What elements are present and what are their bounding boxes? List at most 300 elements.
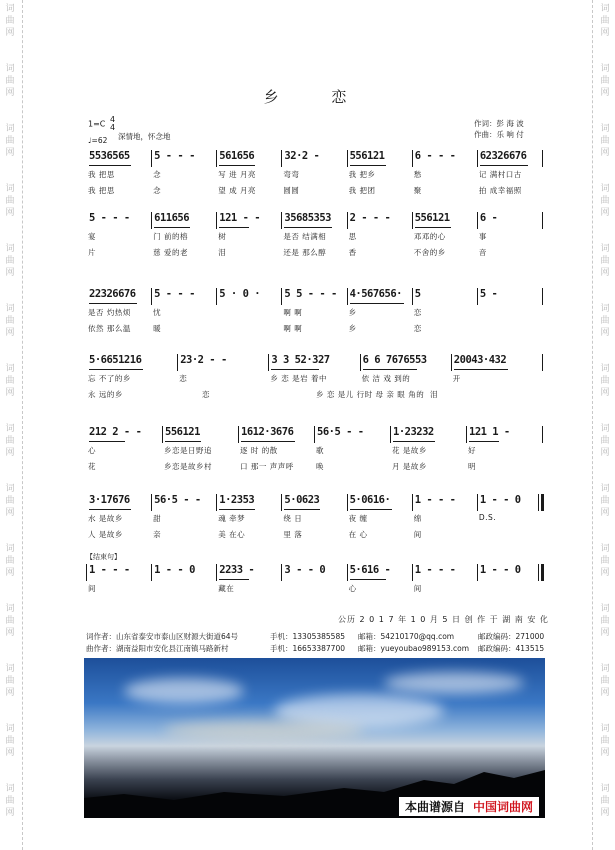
watermark-char: 网 [600,268,610,278]
score-system [86,288,542,338]
lyric-word: 在 心 [348,530,368,539]
beam-line [241,441,295,442]
measure-notes: 212 2 - - [89,426,142,438]
lyric-word: 藏在 [218,584,235,593]
barline [281,564,282,581]
barline [412,564,413,581]
lyric-word: 是否 结满相 [283,232,327,241]
barline [216,288,217,305]
lyric-word: 忘 不了的乡 [88,374,131,383]
lyric-word: 念 [153,170,162,179]
watermark-char: 曲 [600,16,610,26]
lyric-word: 亲 [153,530,162,539]
lyric-word: 乡 恋 是岩 着中 [270,374,328,383]
key-label: 1=C [88,119,106,129]
lyric-word: 美 在心 [218,530,246,539]
watermark-char: 词 [5,184,15,194]
watermark-char: 网 [5,508,15,518]
lyric-word: 乡 恋 是儿 行时 母 亲 眼 角的 [316,390,425,399]
measure-notes: 121 - - [219,212,261,224]
barline [347,564,348,581]
score-system [86,494,542,544]
lyric-word: 恋 [413,324,422,333]
lyric-word: 愁 [413,170,422,179]
lyric-word: D.S. [478,513,497,522]
notation-line [86,288,542,306]
watermark-char: 网 [5,268,15,278]
watermark-char: 词 [5,424,15,434]
lyric-word: 写 进 月亮 [218,170,257,179]
beam-line [363,369,417,370]
lyric-word: 月 是故乡 [392,462,427,471]
beam-line [284,509,320,510]
watermark-char: 词 [5,544,15,554]
watermark-char: 网 [600,628,610,638]
beam-line [284,227,332,228]
measure-notes: 1 - - 0 [479,494,521,506]
lyricist-credit: 作词：彭 海 波 [474,119,524,128]
lyric-word: 恋 [202,390,210,399]
watermark-char: 词 [600,4,610,14]
barline [390,426,391,443]
watermark-char: 曲 [600,136,610,146]
measure-notes: 556121 [165,426,200,438]
watermark-char: 网 [5,208,15,218]
measure-notes: 6 - - - [414,150,456,162]
notation-line [86,426,542,444]
notation-line [86,150,542,168]
watermark-char: 网 [5,628,15,638]
watermark-char: 曲 [600,616,610,626]
watermark-char: 网 [600,688,610,698]
watermark-char: 词 [600,364,610,374]
measure-notes: 3·17676 [89,494,130,506]
measure-notes: 5·6651216 [89,354,142,366]
lyric-word: 圆圆 [283,186,300,195]
barline [347,150,348,167]
lyric-word: 心 [88,446,96,455]
barline [347,212,348,229]
lyric-word: 我 把团 [348,186,376,195]
watermark-char: 网 [600,28,610,38]
watermark-char: 词 [5,64,15,74]
notation-line [86,564,542,582]
watermark-char: 词 [600,484,610,494]
lyric-word: 邓邓的心 [413,232,446,241]
lyric-word: 树 [218,232,227,241]
measure-notes: 561656 [219,150,255,162]
barline [451,354,452,371]
barline [347,494,348,511]
lyric-word: 歌 [316,446,324,455]
beam-line [454,369,508,370]
measure-notes: 56·5 - - [317,426,364,438]
landscape-photo [84,658,545,818]
watermark-char: 曲 [600,436,610,446]
beam-line [393,441,435,442]
watermark-char: 网 [600,748,610,758]
measure-notes: 611656 [154,212,190,224]
lyric-word: 望 成 月亮 [218,186,257,195]
lyric-word: 宴 [88,232,96,241]
beam-line [219,509,255,510]
watermark-char: 曲 [600,196,610,206]
measure-notes: 5 5 - - - [284,288,337,300]
measure-notes: 5 [414,288,421,300]
notation-line [86,354,542,372]
beam-line [469,441,499,442]
lyric-word: 聚 [413,186,422,195]
lyric-word: 人 是故乡 [88,530,123,539]
measure-notes: 556121 [414,212,450,224]
barline [216,494,217,511]
watermark-char: 词 [600,664,610,674]
watermark-char: 网 [5,568,15,578]
barline [268,354,269,371]
lyric-word: 事 [478,232,487,241]
lyric-word: 依然 那么温 [88,324,131,333]
beam-line [480,165,528,166]
watermark-char: 词 [5,304,15,314]
measure-notes: 5·0616· [349,494,391,506]
watermark-char: 词 [5,4,15,14]
barline [542,354,543,371]
composer-credit: 作曲：乐 响 付 [474,130,524,139]
barline [281,212,282,229]
final-barline [538,564,544,581]
measure-notes: 35685353 [284,212,331,224]
measure-notes: 5·616 - [349,564,391,576]
watermark-char: 曲 [600,376,610,386]
measure-notes: 5·0623 [284,494,320,506]
lyric-word: 弯弯 [283,170,300,179]
lyric-word: 我 把思 [88,186,115,195]
barline [538,494,544,511]
lyric-word: 乡 [348,324,357,333]
watermark-char: 曲 [600,796,610,806]
watermark-char: 词 [5,124,15,134]
watermark-char: 网 [600,448,610,458]
watermark-char: 网 [5,688,15,698]
lyricist-address: 词作者：山东省泰安市泰山区财源大街道64号 [86,632,239,641]
lyric-word: 开 [452,374,461,383]
measure-notes: 6 6 7676553 [362,354,427,366]
lyric-word: 我 把思 [88,170,115,179]
lyric-word: 花 是故乡 [392,446,427,455]
barline [151,564,152,581]
lyric-word: 思 [348,232,357,241]
barline [151,150,152,167]
beam-line [165,441,201,442]
lyric-word: 夜 缠 [348,514,368,523]
lyric-word: 记 满村口古 [478,170,522,179]
beam-line [219,579,249,580]
watermark-char: 词 [600,64,610,74]
watermark-char: 曲 [5,76,15,86]
barline [477,150,478,167]
barline [477,212,478,229]
watermark-char: 网 [600,508,610,518]
watermark-char: 曲 [600,736,610,746]
measure-notes: 22326676 [89,288,136,300]
watermark-char: 网 [5,28,15,38]
watermark-char: 词 [600,124,610,134]
watermark-char: 曲 [600,76,610,86]
measure-notes: 20043·432 [453,354,507,366]
tempo-marking: ♩=62 [88,136,108,145]
measure-notes: 32·2 - [284,150,320,162]
barline [151,494,152,511]
watermark-char: 网 [600,148,610,158]
watermark-char: 网 [600,808,610,818]
time-signature-top: 4 [109,115,116,124]
lyric-word: 不舍的乡 [413,248,446,257]
measure-notes: 2 - - - [349,212,391,224]
watermark-char: 网 [5,88,15,98]
measure-notes: 6 - [479,212,498,224]
watermark-char: 曲 [5,436,15,446]
score-system [86,150,542,200]
watermark-char: 词 [600,544,610,554]
beam-line [415,227,451,228]
lyric-word: 片 [88,248,96,257]
barline [216,212,217,229]
measure-notes: 5 · 0 · [219,288,261,300]
watermark-char: 网 [5,748,15,758]
page-title: 乡 恋 [263,88,371,106]
barline [162,426,163,443]
beam-line [89,369,143,370]
beam-line [350,165,386,166]
barline [177,354,178,371]
lyric-word: 心 [348,584,357,593]
lyric-word: 明 [468,462,476,471]
watermark-char: 曲 [5,136,15,146]
lyric-word: 拍 成幸福照 [478,186,522,195]
lyricist-postcode: 邮政编码：271000 [478,632,545,641]
lyric-word: 逐 时 的散 [240,446,278,455]
barline [238,426,239,443]
watermark-char: 网 [600,388,610,398]
composer-postcode: 邮政编码：413515 [478,644,545,653]
barline [412,212,413,229]
watermark-char: 曲 [600,256,610,266]
lyric-word: 水 是故乡 [88,514,123,523]
notation-line [86,494,542,512]
beam-line [89,441,125,442]
composer-phone: 手机：16653387700 [270,644,345,653]
watermark-char: 词 [5,724,15,734]
score-system [86,212,542,262]
barline [347,288,348,305]
measure-notes: 2233 - [219,564,255,576]
measure-notes: 1·23232 [393,426,434,438]
barline [542,288,543,305]
measure-notes: 1 - - 0 [154,564,195,576]
watermark-char: 词 [5,364,15,374]
lyric-word: 啊 啊 [283,324,303,333]
watermark-char: 词 [5,244,15,254]
beam-line [350,509,392,510]
lyric-word: 是否 灼热烦 [88,308,131,317]
barline [412,494,413,511]
beam-line [350,303,404,304]
beam-line [219,227,249,228]
watermark-char: 网 [5,328,15,338]
composer-address: 曲作者：湖南益阳市安化县江南镇马路新村 [86,644,229,653]
beam-line [89,509,131,510]
beam-line [350,579,386,580]
barline [477,288,478,305]
watermark-char: 曲 [600,676,610,686]
watermark-char: 曲 [5,256,15,266]
watermark-char: 词 [600,244,610,254]
watermark-char: 词 [600,604,610,614]
site-name-link[interactable]: 中国词曲网 [472,800,533,814]
measure-notes: 5 - - - [154,150,195,162]
watermark-char: 曲 [5,796,15,806]
lyric-word: 甜 [153,514,162,523]
lyric-word: 念 [153,186,162,195]
lyric-word: 门 前的榕 [153,232,189,241]
watermark-char: 网 [5,448,15,458]
measure-notes: 5 - - - [154,288,195,300]
lyric-word: 绕 日 [283,514,303,523]
watermark-char: 网 [5,148,15,158]
lyric-word: 乡恋是日野追 [164,446,212,455]
source-banner [399,797,539,816]
watermark-char: 词 [600,724,610,734]
creation-date: 公历 2 0 1 7 年 1 0 月 5 日 创 作 于 湖 南 安 化 [338,615,549,624]
coda-label: 【结束句】 [86,553,121,561]
measure-notes: 62326676 [479,150,527,162]
barline [466,426,467,443]
barline [542,212,543,229]
lyric-word: 口 那一 声声呼 [240,462,294,471]
measure-notes: 556121 [349,150,385,162]
watermark-char: 词 [600,784,610,794]
lyric-word: 间 [413,584,422,593]
watermark-char: 曲 [5,616,15,626]
lyricist-email: 邮箱：54210170@qq.com [358,632,455,641]
measure-notes: 56·5 - - [154,494,201,506]
beam-line [154,227,190,228]
barline [314,426,315,443]
barline [477,494,478,511]
beam-line [271,369,319,370]
watermark-char: 曲 [600,496,610,506]
time-signature-bottom: 4 [109,123,116,132]
watermark-char: 词 [5,484,15,494]
watermark-char: 曲 [5,736,15,746]
lyric-word: 恋 [413,308,422,317]
watermark-char: 曲 [5,556,15,566]
lyric-word: 花 [88,462,96,471]
watermark-char: 曲 [600,316,610,326]
beam-line [89,165,131,166]
score-system [86,354,542,404]
measure-notes: 5 - [479,288,498,300]
watermark-char: 网 [600,328,610,338]
barline [542,426,543,443]
watermark-char: 曲 [5,376,15,386]
watermark-char: 曲 [600,556,610,566]
score-system [86,426,542,476]
watermark-char: 曲 [5,16,15,26]
barline [412,288,413,305]
lyric-word: 好 [468,446,476,455]
lyric-word: 乡恋是故乡村 [164,462,212,471]
barline [281,150,282,167]
lyric-word: 间 [413,530,422,539]
measure-notes: 4·567656· [349,288,402,300]
measure-notes: 23·2 - - [180,354,227,366]
lyric-word: 恋 [179,374,188,383]
lyric-word: 香 [348,248,357,257]
lyric-word: 音 [478,248,487,257]
beam-line [89,303,137,304]
lyric-word: 乡 [348,308,357,317]
barline [542,150,543,167]
measure-notes: 1 - - - [414,564,456,576]
lyric-word: 唤 [316,462,324,471]
lyric-word: 间 [88,584,96,593]
lyric-word: 还是 那么醇 [283,248,327,257]
lyric-word: 绵 [413,514,422,523]
watermark-char: 词 [5,664,15,674]
lyric-word: 暖 [153,324,162,333]
watermark-char: 词 [600,304,610,314]
barline [216,564,217,581]
barline [151,288,152,305]
barline [281,494,282,511]
barline [412,150,413,167]
watermark-char: 曲 [5,676,15,686]
watermark-char: 词 [5,784,15,794]
watermark-char: 网 [600,568,610,578]
lyric-word: 泪 [430,390,438,399]
lyric-word: 魂 牵梦 [218,514,246,523]
right-watermark-strip [592,0,615,850]
measure-notes: 1·2353 [219,494,255,506]
watermark-char: 词 [5,604,15,614]
watermark-char: 网 [5,388,15,398]
expression-marking: 深情地，怀念地 [118,132,171,141]
watermark-char: 曲 [5,196,15,206]
barline [360,354,361,371]
watermark-char: 网 [600,88,610,98]
measure-notes: 1 - - - [89,564,130,576]
beam-line [219,165,255,166]
measure-notes: 5536565 [89,150,130,162]
lyric-word: 我 把乡 [348,170,376,179]
lyric-word: 里 落 [283,530,303,539]
left-watermark-strip [0,0,23,850]
lyric-word: 泪 [218,248,227,257]
watermark-char: 网 [5,808,15,818]
barline [151,212,152,229]
lyric-word: 忧 [153,308,162,317]
composer-email: 邮箱：yueyoubao989153.com [358,644,470,653]
lyric-word: 慈 爱的老 [153,248,189,257]
lyricist-phone: 手机：13305385585 [270,632,345,641]
credits [474,118,524,140]
barline [281,288,282,305]
measure-notes: 1612·3676 [241,426,294,438]
lyric-word: 啊 啊 [283,308,303,317]
measure-notes: 5 - - - [89,212,130,224]
watermark-char: 曲 [5,316,15,326]
